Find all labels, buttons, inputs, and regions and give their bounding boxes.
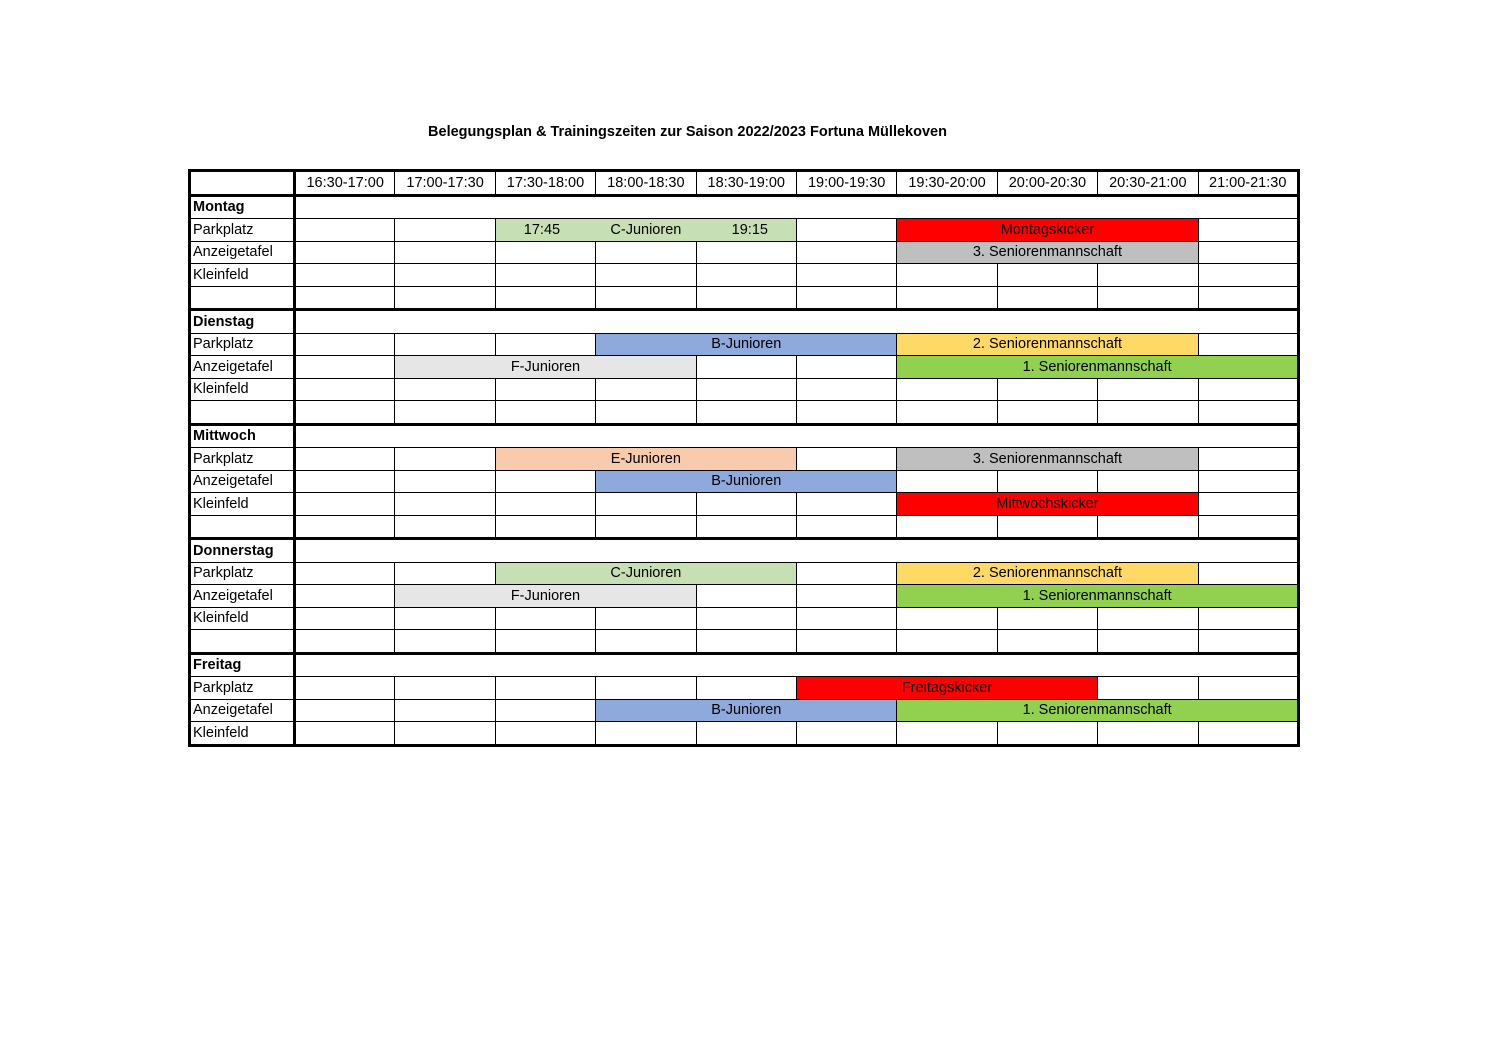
empty-slot [1198, 722, 1298, 746]
empty-slot [1098, 264, 1198, 287]
empty-slot [796, 264, 896, 287]
time-header: 20:00-20:30 [997, 171, 1097, 196]
empty-slot [1098, 401, 1198, 425]
booking-block [897, 493, 1198, 516]
time-header: 21:00-21:30 [1198, 171, 1298, 196]
empty-slot [295, 562, 395, 585]
empty-slot [495, 493, 595, 516]
spacer-row [190, 630, 1299, 654]
field-row [190, 264, 1299, 287]
field-label: Anzeigetafel [190, 470, 295, 493]
empty-slot [1198, 677, 1298, 700]
empty-slot [190, 286, 295, 310]
empty-slot [1198, 493, 1298, 516]
booking-label: 2. Seniorenmannschaft [972, 565, 1122, 582]
day-row [190, 310, 1299, 334]
page-title: Belegungsplan & Trainingszeiten zur Saison 2022/2023 Fortuna Müllekoven [428, 124, 947, 140]
empty-slot [696, 401, 796, 425]
empty-slot [395, 286, 495, 310]
empty-slot [897, 378, 997, 401]
empty-slot [1198, 333, 1298, 356]
empty-slot [395, 699, 495, 722]
field-label: Kleinfeld [190, 264, 295, 287]
empty-slot [696, 264, 796, 287]
empty-slot [997, 264, 1097, 287]
empty-slot [796, 378, 896, 401]
booking-block [596, 699, 897, 722]
empty-slot [395, 630, 495, 654]
day-label: Donnerstag [190, 539, 295, 563]
empty-slot [796, 448, 896, 471]
empty-slot [295, 356, 395, 379]
time-header: 19:30-20:00 [897, 171, 997, 196]
booking-label: F-Junioren [510, 358, 581, 375]
empty-slot [1098, 515, 1198, 539]
field-label: Kleinfeld [190, 607, 295, 630]
booking-block [495, 448, 796, 471]
empty-slot [495, 333, 595, 356]
day-spacer-cell [295, 310, 1299, 334]
empty-slot [897, 470, 997, 493]
booking-label: 3. Seniorenmannschaft [972, 244, 1122, 261]
empty-slot [997, 630, 1097, 654]
empty-slot [696, 493, 796, 516]
day-spacer-cell [295, 539, 1299, 563]
empty-slot [796, 286, 896, 310]
day-row [190, 424, 1299, 448]
spacer-row [190, 286, 1299, 310]
empty-slot [395, 378, 495, 401]
empty-slot [796, 585, 896, 608]
empty-slot [696, 241, 796, 264]
field-row [190, 241, 1299, 264]
empty-slot [295, 401, 395, 425]
booking-block [897, 699, 1299, 722]
empty-slot [395, 607, 495, 630]
booking-label: Freitagskicker [901, 679, 993, 696]
booking-label: C-Junioren [610, 565, 682, 582]
empty-slot [495, 241, 595, 264]
empty-slot [596, 515, 696, 539]
empty-slot [295, 286, 395, 310]
field-row [190, 677, 1299, 700]
time-header: 18:00-18:30 [596, 171, 696, 196]
empty-slot [1098, 630, 1198, 654]
empty-slot [495, 401, 595, 425]
empty-slot [796, 493, 896, 516]
empty-slot [395, 515, 495, 539]
empty-slot [596, 630, 696, 654]
empty-slot [295, 470, 395, 493]
empty-slot [395, 219, 495, 242]
empty-slot [696, 585, 796, 608]
empty-slot [295, 699, 395, 722]
empty-slot [796, 356, 896, 379]
empty-slot [596, 241, 696, 264]
empty-slot [696, 356, 796, 379]
booking-label: Mittwochskicker [996, 495, 1099, 512]
booking-label: 1. Seniorenmannschaft [1022, 702, 1172, 719]
field-row [190, 448, 1299, 471]
field-label: Kleinfeld [190, 378, 295, 401]
empty-slot [190, 630, 295, 654]
empty-slot [1198, 448, 1298, 471]
empty-slot [997, 286, 1097, 310]
empty-slot [1198, 607, 1298, 630]
booking-block [897, 333, 1198, 356]
empty-slot [395, 722, 495, 746]
empty-slot [796, 515, 896, 539]
empty-slot [696, 722, 796, 746]
empty-slot [295, 493, 395, 516]
empty-slot [1198, 470, 1298, 493]
empty-slot [997, 401, 1097, 425]
field-label: Kleinfeld [190, 493, 295, 516]
empty-slot [997, 607, 1097, 630]
field-label: Parkplatz [190, 219, 295, 242]
empty-slot [395, 677, 495, 700]
field-label: Anzeigetafel [190, 585, 295, 608]
empty-slot [395, 493, 495, 516]
empty-slot [295, 677, 395, 700]
empty-slot [1098, 677, 1198, 700]
empty-slot [596, 722, 696, 746]
empty-slot [1098, 378, 1198, 401]
empty-slot [1198, 219, 1298, 242]
empty-slot [596, 607, 696, 630]
field-row [190, 378, 1299, 401]
empty-slot [495, 699, 595, 722]
day-row [190, 539, 1299, 563]
empty-slot [395, 241, 495, 264]
time-header: 20:30-21:00 [1098, 171, 1198, 196]
booking-block [596, 470, 897, 493]
empty-slot [696, 378, 796, 401]
booking-block [897, 585, 1299, 608]
empty-slot [295, 630, 395, 654]
empty-slot [897, 286, 997, 310]
empty-slot [596, 401, 696, 425]
empty-slot [495, 515, 595, 539]
empty-slot [1098, 286, 1198, 310]
empty-slot [395, 401, 495, 425]
booking-start-time: 17:45 [523, 221, 561, 238]
day-label: Freitag [190, 653, 295, 677]
header-row [190, 171, 1299, 196]
time-header: 16:30-17:00 [295, 171, 395, 196]
empty-slot [1198, 562, 1298, 585]
booking-block [897, 241, 1198, 264]
booking-block [495, 219, 796, 242]
field-label: Anzeigetafel [190, 241, 295, 264]
empty-slot [796, 562, 896, 585]
empty-slot [1098, 607, 1198, 630]
empty-slot [897, 515, 997, 539]
empty-slot [295, 722, 395, 746]
field-row [190, 493, 1299, 516]
field-label: Kleinfeld [190, 722, 295, 746]
field-row [190, 562, 1299, 585]
empty-slot [997, 722, 1097, 746]
booking-label: Montagskicker [1000, 221, 1095, 238]
empty-slot [1198, 264, 1298, 287]
empty-slot [696, 515, 796, 539]
day-row [190, 653, 1299, 677]
empty-slot [1198, 401, 1298, 425]
spacer-row [190, 515, 1299, 539]
empty-slot [796, 241, 896, 264]
time-header: 18:30-19:00 [696, 171, 796, 196]
field-label: Anzeigetafel [190, 699, 295, 722]
booking-label: B-Junioren [711, 336, 782, 353]
empty-slot [696, 607, 796, 630]
field-label: Parkplatz [190, 448, 295, 471]
day-spacer-cell [295, 195, 1299, 219]
empty-slot [696, 630, 796, 654]
empty-slot [1198, 515, 1298, 539]
booking-block [897, 562, 1198, 585]
empty-slot [295, 585, 395, 608]
booking-label: 1. Seniorenmannschaft [1022, 358, 1172, 375]
booking-block [596, 333, 897, 356]
empty-slot [596, 677, 696, 700]
booking-label: B-Junioren [711, 473, 782, 490]
empty-slot [395, 470, 495, 493]
empty-slot [596, 286, 696, 310]
empty-slot [1198, 378, 1298, 401]
booking-label: F-Junioren [510, 587, 581, 604]
field-row [190, 722, 1299, 746]
day-label: Dienstag [190, 310, 295, 334]
booking-block [796, 677, 1097, 700]
empty-slot [1198, 241, 1298, 264]
empty-slot [696, 286, 796, 310]
field-row [190, 219, 1299, 242]
empty-slot [495, 722, 595, 746]
empty-slot [897, 722, 997, 746]
empty-slot [596, 264, 696, 287]
empty-slot [495, 630, 595, 654]
schedule-table [188, 169, 1300, 747]
day-spacer-cell [295, 424, 1299, 448]
field-row [190, 607, 1299, 630]
field-row [190, 356, 1299, 379]
empty-slot [796, 722, 896, 746]
empty-slot [596, 493, 696, 516]
empty-slot [495, 607, 595, 630]
booking-block [897, 448, 1198, 471]
time-header: 17:00-17:30 [395, 171, 495, 196]
empty-slot [796, 219, 896, 242]
empty-slot [1098, 722, 1198, 746]
empty-slot [495, 286, 595, 310]
empty-slot [897, 401, 997, 425]
empty-slot [596, 378, 696, 401]
booking-label: B-Junioren [711, 702, 782, 719]
empty-slot [897, 607, 997, 630]
booking-block [395, 585, 696, 608]
empty-slot [1098, 470, 1198, 493]
empty-slot [295, 607, 395, 630]
booking-label: 2. Seniorenmannschaft [972, 336, 1122, 353]
empty-slot [1198, 286, 1298, 310]
field-row [190, 585, 1299, 608]
empty-slot [897, 264, 997, 287]
empty-slot [190, 401, 295, 425]
booking-label: C-Junioren [610, 221, 682, 238]
empty-slot [997, 378, 1097, 401]
empty-slot [395, 562, 495, 585]
empty-slot [190, 515, 295, 539]
spacer-row [190, 401, 1299, 425]
empty-slot [796, 401, 896, 425]
empty-slot [495, 677, 595, 700]
empty-slot [395, 448, 495, 471]
booking-label: 3. Seniorenmannschaft [972, 450, 1122, 467]
field-label: Parkplatz [190, 562, 295, 585]
empty-slot [495, 470, 595, 493]
empty-slot [796, 630, 896, 654]
day-spacer-cell [295, 653, 1299, 677]
empty-slot [495, 378, 595, 401]
empty-slot [295, 219, 395, 242]
empty-slot [395, 264, 495, 287]
booking-block [495, 562, 796, 585]
empty-slot [295, 378, 395, 401]
booking-block [897, 356, 1299, 379]
empty-slot [295, 241, 395, 264]
empty-slot [395, 333, 495, 356]
empty-slot [997, 470, 1097, 493]
empty-slot [696, 677, 796, 700]
empty-slot [295, 333, 395, 356]
booking-label: 1. Seniorenmannschaft [1022, 587, 1172, 604]
empty-slot [796, 607, 896, 630]
booking-label: E-Junioren [610, 450, 681, 467]
field-label: Parkplatz [190, 677, 295, 700]
day-label: Mittwoch [190, 424, 295, 448]
empty-slot [997, 515, 1097, 539]
field-label: Parkplatz [190, 333, 295, 356]
field-row [190, 470, 1299, 493]
empty-slot [295, 448, 395, 471]
time-header: 17:30-18:00 [495, 171, 595, 196]
booking-block [897, 219, 1198, 242]
booking-block [395, 356, 696, 379]
field-row [190, 699, 1299, 722]
empty-slot [295, 515, 395, 539]
empty-slot [897, 630, 997, 654]
empty-slot [495, 264, 595, 287]
corner-cell [190, 171, 295, 196]
empty-slot [1198, 630, 1298, 654]
booking-end-time: 19:15 [731, 221, 768, 238]
day-label: Montag [190, 195, 295, 219]
empty-slot [295, 264, 395, 287]
field-row [190, 333, 1299, 356]
field-label: Anzeigetafel [190, 356, 295, 379]
day-row [190, 195, 1299, 219]
booking-detail [504, 220, 788, 240]
time-header: 19:00-19:30 [796, 171, 896, 196]
